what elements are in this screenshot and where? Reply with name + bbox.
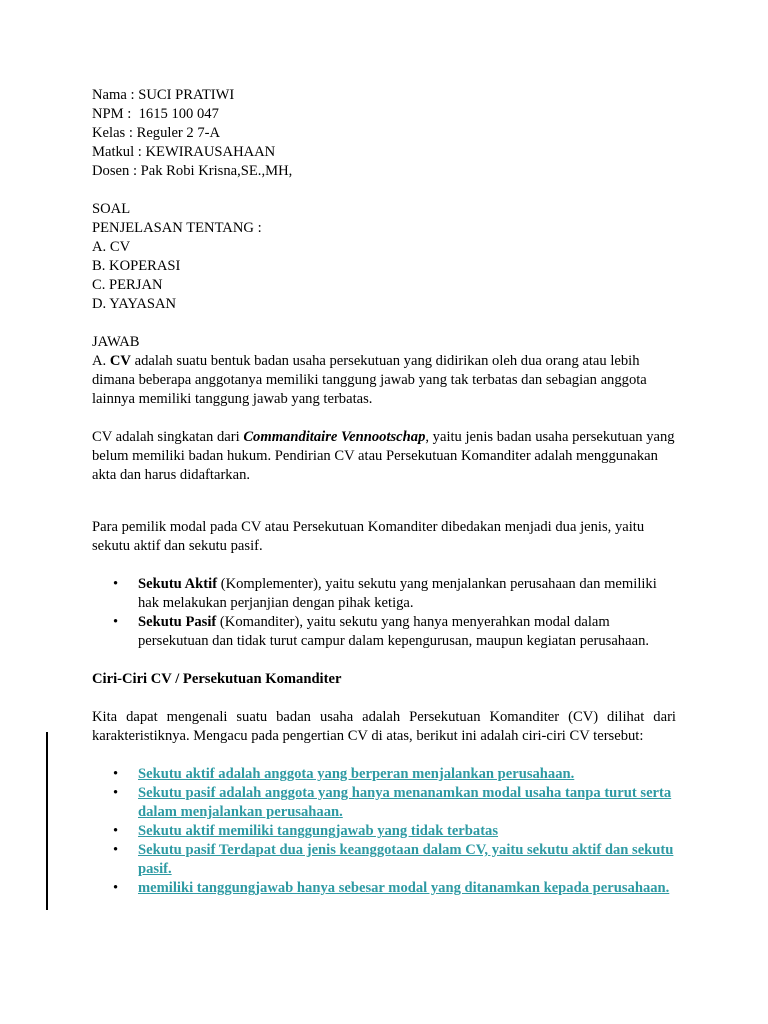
document-page [92,86,676,898]
soal-item-c: C. PERJAN [92,277,163,293]
list-item[interactable]: • Sekutu pasif Terdapat dua jenis keanggotaan dalam CV, yaitu sekutu aktif dan sekutu pasif. [113,842,674,877]
jawab-paragraph-pemilik-modal: Para pemilik modal pada CV atau Persekutuan Komanditer dibedakan menjadi dua jenis, yaitu sekutu aktif dan sekutu pasif. [92,519,645,554]
list-item[interactable]: • Sekutu aktif adalah anggota yang berperan menjalankan perusahaan. [113,766,575,782]
list-item[interactable]: • Sekutu pasif adalah anggota yang hanya menanamkan modal usaha tanpa turut serta dalam menjalankan perusahaan. [113,785,672,820]
identity-matkul: Matkul : KEWIRAUSAHAAN [92,144,276,160]
list-item: • Sekutu Pasif (Komanditer), yaitu sekutu yang hanya menyerahkan modal dalam persekutuan dan tidak turut campur dalam kepengurusan, maupun kegiatan perusahaan. [113,614,650,649]
margin-change-bar [46,732,48,910]
ciri-list [92,765,676,898]
ciri-heading: Ciri-Ciri CV / Persekutuan Komanditer [92,671,342,687]
jawab-title: JAWAB [92,334,140,350]
jawab-paragraph-cv: A. CV adalah suatu bentuk badan usaha persekutuan yang didirikan oleh dua orang atau lebih dimana beberapa anggotanya memiliki tanggung jawab yang tak terbatas dan sebagian anggota lainnya memiliki tanggung jawab yang terbatas. [92,353,647,407]
soal-title: SOAL [92,201,131,217]
list-item[interactable]: • Sekutu aktif memiliki tanggungjawab yang tidak terbatas [113,823,499,839]
soal-item-b: B. KOPERASI [92,258,181,274]
jawab-paragraph-singkatan: CV adalah singkatan dari Commanditaire Vennootschap, yaitu jenis badan usaha persekutuan yang belum memiliki badan hukum. Pendirian CV atau Persekutuan Komanditer adalah menggunakan akta dan harus didaftarkan. [92,429,675,483]
identity-kelas: Kelas : Reguler 2 7-A [92,125,221,141]
soal-item-d: D. YAYASAN [92,296,177,312]
identity-dosen: Dosen : Pak Robi Krisna,SE.,MH, [92,163,293,179]
list-item: • Sekutu Aktif (Komplementer), yaitu sekutu yang menjalankan perusahaan dan memiliki hak melakukan perjanjian dengan pihak ketiga. [113,576,657,611]
list-item[interactable]: • memiliki tanggungjawab hanya sebesar modal yang ditanamkan kepada perusahaan. [113,880,670,896]
sekutu-list [92,575,676,651]
identity-nama: Nama : SUCI PRATIWI [92,87,235,103]
ciri-intro: Kita dapat mengenali suatu badan usaha adalah Persekutuan Komanditer (CV) dilihat dari karakteristiknya. Mengacu pada pengertian CV di atas, berikut ini adalah ciri-ciri CV tersebut: [92,709,676,744]
identity-npm: NPM : 1615 100 047 [92,106,219,122]
soal-subtitle: PENJELASAN TENTANG : [92,220,262,236]
soal-item-a: A. CV [92,239,131,255]
